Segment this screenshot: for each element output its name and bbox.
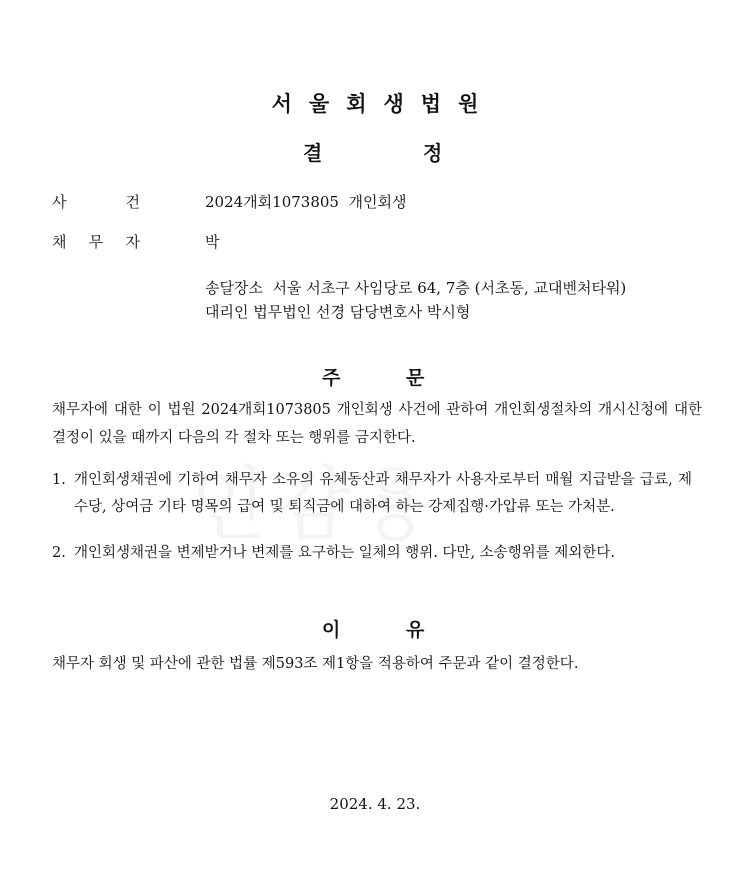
service-address: 송달장소 서울 서초구 사임당로 64, 7층 (서초동, 교대벤처타워) [205, 279, 627, 297]
order-item-number: 1. [52, 472, 66, 488]
order-item-text: 개인회생채권에 기하여 채무자 소유의 유체동산과 채무자가 사용자로부터 매월 지급받을 급료, 제수당, 상여금 기타 명목의 급여 및 퇴직금에 대하여 하는 강제집행·가압류 또는 가처분. [74, 472, 692, 515]
court-name: 서울회생법원 [271, 92, 496, 116]
case-number: 2024개회1073805 개인회생 [205, 193, 407, 211]
debtor-name: 박 [205, 233, 220, 251]
reason-heading-left: 이 [322, 619, 341, 641]
order-intro-paragraph: 채무자에 대한 이 법원 2024개회1073805 개인회생 사건에 관하여 개인회생절차의 개시신청에 대한 결정이 있을 때까지 다음의 각 절차 또는 행위를 금지한다. [52, 402, 702, 446]
decision-date: 2024. 4. 23. [329, 795, 421, 813]
debtor-label: 채 무 자 [52, 233, 140, 251]
order-heading-right: 문 [406, 367, 425, 389]
order-heading-left: 주 [322, 367, 341, 389]
order-item-text: 개인회생채권을 변제받거나 변제를 요구하는 일체의 행위. 다만, 소송행위를 제외한다. [74, 545, 615, 561]
order-item [52, 540, 692, 567]
legal-representative: 대리인 법무법인 선경 담당변호사 박시형 [205, 303, 471, 321]
document-title-left: 결 [303, 141, 323, 165]
reason-text: 채무자 회생 및 파산에 관한 법률 제593조 제1항을 적용하여 주문과 같이 결정한다. [52, 656, 579, 672]
document-title-right: 정 [423, 141, 443, 165]
order-item-number: 2. [52, 545, 66, 561]
order-item [52, 467, 692, 521]
case-label: 사 건 [52, 193, 140, 211]
reason-heading-right: 유 [406, 619, 425, 641]
